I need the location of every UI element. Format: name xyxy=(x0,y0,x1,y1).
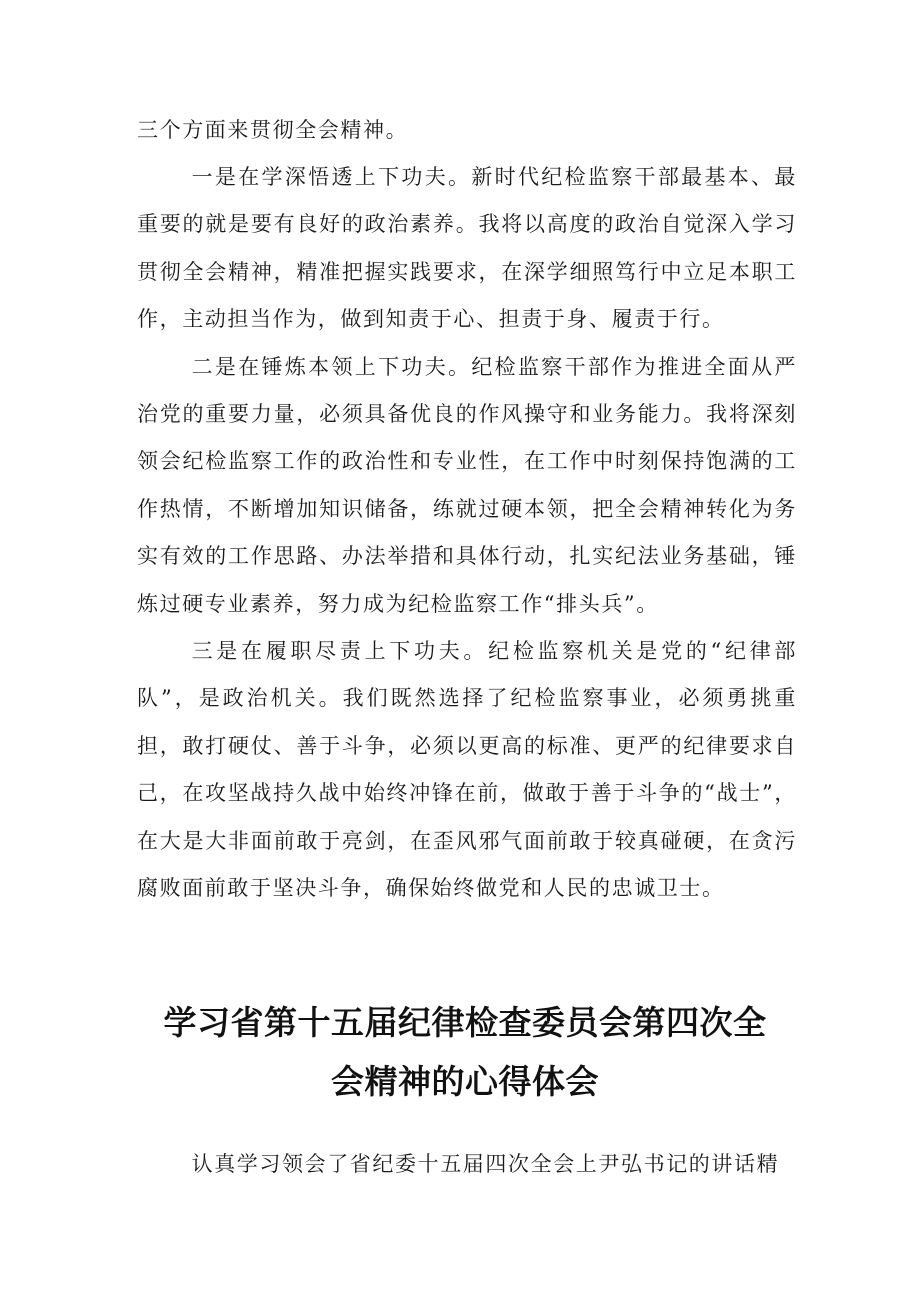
title-line-1: 学习省第十五届纪律检查委员会第四次全 xyxy=(163,1003,767,1042)
last-paragraph: 认真学习领会了省纪委十五届四次全会上尹弘书记的讲话精 xyxy=(191,1152,780,1176)
article-title xyxy=(137,993,793,1111)
title-line-2: 会精神的心得体会 xyxy=(331,1062,599,1101)
paragraph-3: 三是在履职尽责上下功夫。纪检监察机关是党的“纪律部队”，是政治机关。我们既然选择了纪检监察事业，必须勇挑重担，敢打硬仗、善于斗争，必须以更高的标准、更严的纪律要求自己，在攻坚战持久战中始终冲锋在前，做敢于善于斗争的“战士”，在大是大非面前敢于亮剑，在歪风邪气面前敢于较真碰硬，在贪污腐败面前敢于坚决斗争，确保始终做党和人民的忠诚卫士。 xyxy=(137,639,797,901)
continuation-line: 三个方面来贯彻全会精神。 xyxy=(137,118,409,142)
paragraph-1: 一是在学深悟透上下功夫。新时代纪检监察干部最基本、最重要的就是要有良好的政治素养。我将以高度的政治自觉深入学习贯彻全会精神，精准把握实践要求，在深学细照笃行中立足本职工作，主动担当作为，做到知责于心、担责于身、履责于行。 xyxy=(137,165,797,332)
body-paragraphs xyxy=(137,154,797,913)
paragraph-2: 二是在锤炼本领上下功夫。纪检监察干部作为推进全面从严治党的重要力量，必须具备优良的作风操守和业务能力。我将深刻领会纪检监察工作的政治性和专业性，在工作中时刻保持饱满的工作热情，不断增加知识储备，练就过硬本领，把全会精神转化为务实有效的工作思路、办法举措和具体行动，扎实纪法业务基础，锤炼过硬专业素养，努力成为纪检监察工作“排头兵”。 xyxy=(137,354,797,616)
